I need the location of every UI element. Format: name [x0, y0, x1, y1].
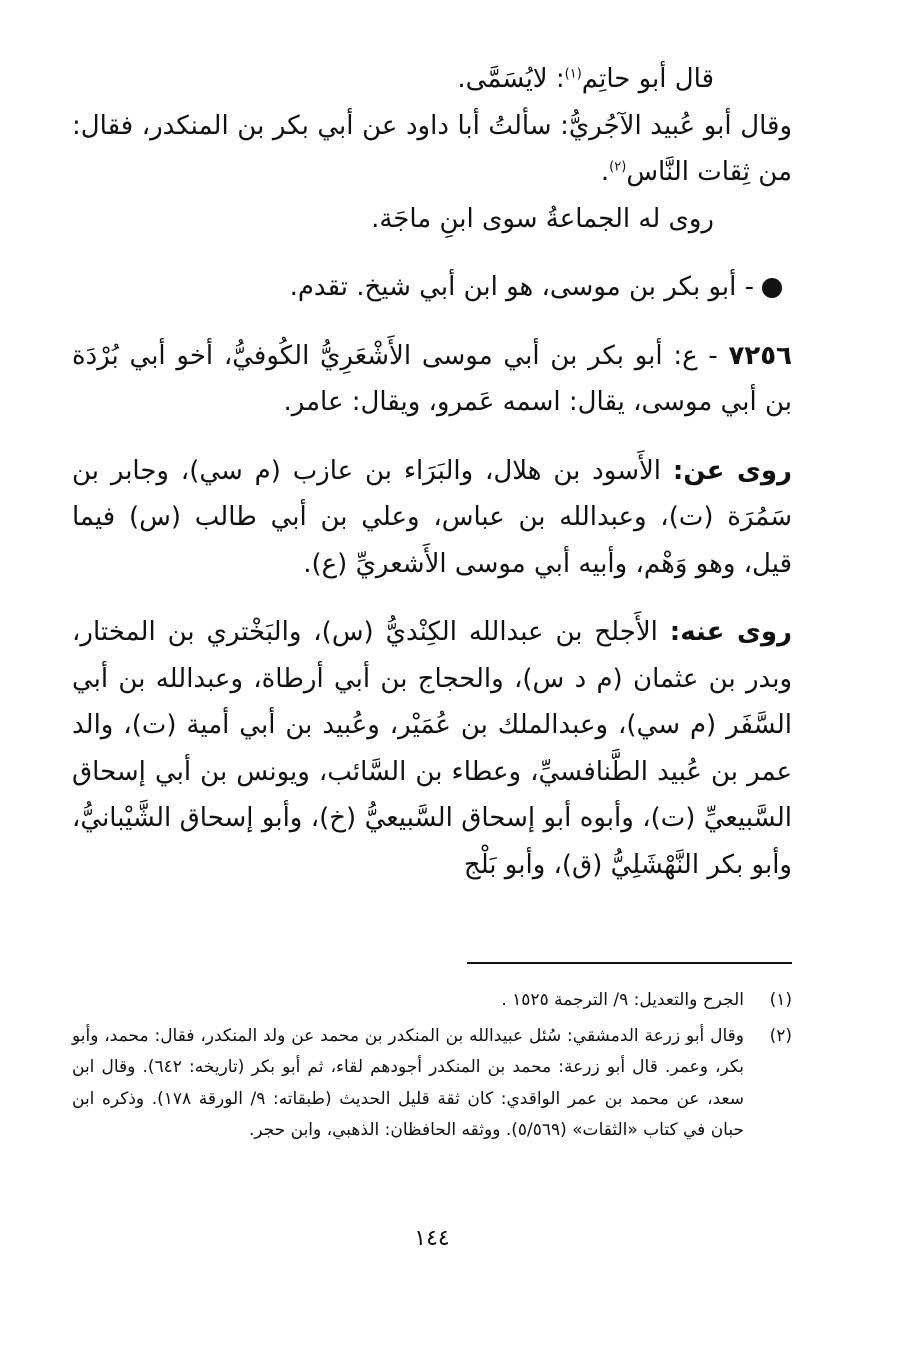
- page-number: ١٤٤: [414, 1226, 450, 1251]
- spacer: [72, 587, 792, 609]
- paragraph-rawa-anhu: [72, 609, 792, 888]
- main-text: [72, 56, 792, 888]
- footnote-ref-2: (٢): [609, 159, 627, 175]
- text-bullet-entry: - أبو بكر بن موسى، هو ابن أبي شيخ. تقدم.: [289, 272, 754, 302]
- rawa-anhu-text: الأَجلح بن عبدالله الكِنْديُّ (س)، والبَخْتري بن المختار، وبدر بن عثمان (م د س)، والحجاج بن أبي أرطاة، وعبدالله بن أبي السَّفَر (م سي)، وعبدالملك بن عُمَيْر، وعُبيد بن أبي أمية (ت)، والد عمر بن عُبيد الطَّنافسيِّ، وعطاء بن السَّائب، ويونس بن أبي إسحاق السَّبيعيِّ (ت)، وأبوه أبو إسحاق السَّبيعيُّ (خ)، وأبو إسحاق الشَّيْبانيُّ، وأبو بكر النَّهْشَلِيُّ (ق)، وأبو بَلْج: [72, 617, 792, 880]
- bullet-icon: [762, 278, 782, 298]
- footnote-1: [72, 985, 792, 1017]
- entry-text: - ع: أبو بكر بن أبي موسى الأَشْعَرِيُّ الكُوفيُّ، أخو أبي بُرْدَة بن أبي موسى، يقال: اسمه عَمرو، ويقال: عامر.: [72, 340, 792, 417]
- footnotes: [72, 985, 792, 1147]
- text-ajurri-end: .: [600, 157, 610, 187]
- spacer: [72, 311, 792, 333]
- footnote-divider: [467, 962, 792, 964]
- footnote-number: (٢): [769, 1025, 792, 1046]
- rawa-an-text: الأَسود بن هلال، والبَرَاء بن عازب (م سي)، وجابر بن سَمُرَة (ت)، وعبدالله بن عباس، وعلي بن أبي طالب (س) فيما قيل، وهو وَهْم، وأبيه أبي موسى الأَشعريِّ (ع).: [72, 455, 792, 579]
- text-jamaa: روى له الجماعةُ سوى ابنِ ماجَة.: [371, 203, 714, 234]
- text-ajurri: وقال أبو عُبيد الآجُريُّ: سألتُ أبا داود عن أبي بكر بن المنكدر، فقال: من ثِقات النَّاس: [72, 110, 792, 187]
- spacer: [72, 242, 792, 264]
- footnote-ref-1: (١): [564, 66, 582, 82]
- spacer: [72, 426, 792, 448]
- paragraph-rawa-an: [72, 448, 792, 588]
- paragraph-ajurri: [72, 103, 792, 196]
- rawa-an-label: روى عن:: [672, 455, 792, 486]
- footnote-2: [72, 1021, 792, 1147]
- paragraph-jamaa: [72, 196, 792, 243]
- paragraph-abu-hatim: [72, 56, 792, 103]
- book-page: [72, 0, 792, 1346]
- footnote-number: (١): [769, 990, 792, 1010]
- footnote-text: الجرح والتعديل: ٩/ الترجمة ١٥٢٥ .: [501, 990, 744, 1010]
- text-abu-hatim: قال أبو حاتِم: [581, 64, 714, 94]
- rawa-anhu-label: روى عنه:: [669, 617, 792, 647]
- paragraph-entry-7256: [72, 333, 792, 426]
- text-abu-hatim-rest: : لايُسَمَّى.: [457, 64, 565, 94]
- entry-number: ٧٢٥٦: [728, 340, 792, 371]
- footnote-text: وقال أبو زرعة الدمشقي: سُئل عبيدالله بن المنكدر بن محمد عن ولد المنكدر، فقال: محمد، وأبو بكر، وعمر. قال أبو زرعة: محمد بن المنكدر أجودهم لقاء، ثم أبو بكر (تاريخه: ٦٤٢). وقال ابن سعد، عن محمد بن عمر الواقدي: كان ثقة قليل الحديث (طبقاته: ٩/ الورقة ١٧٨). وذكره ابن حبان في كتاب «الثقات» (٥/٥٦٩). ووثقه الحافظان: الذهبي، وابن حجر.: [72, 1025, 744, 1140]
- paragraph-bullet-entry: [72, 264, 792, 311]
